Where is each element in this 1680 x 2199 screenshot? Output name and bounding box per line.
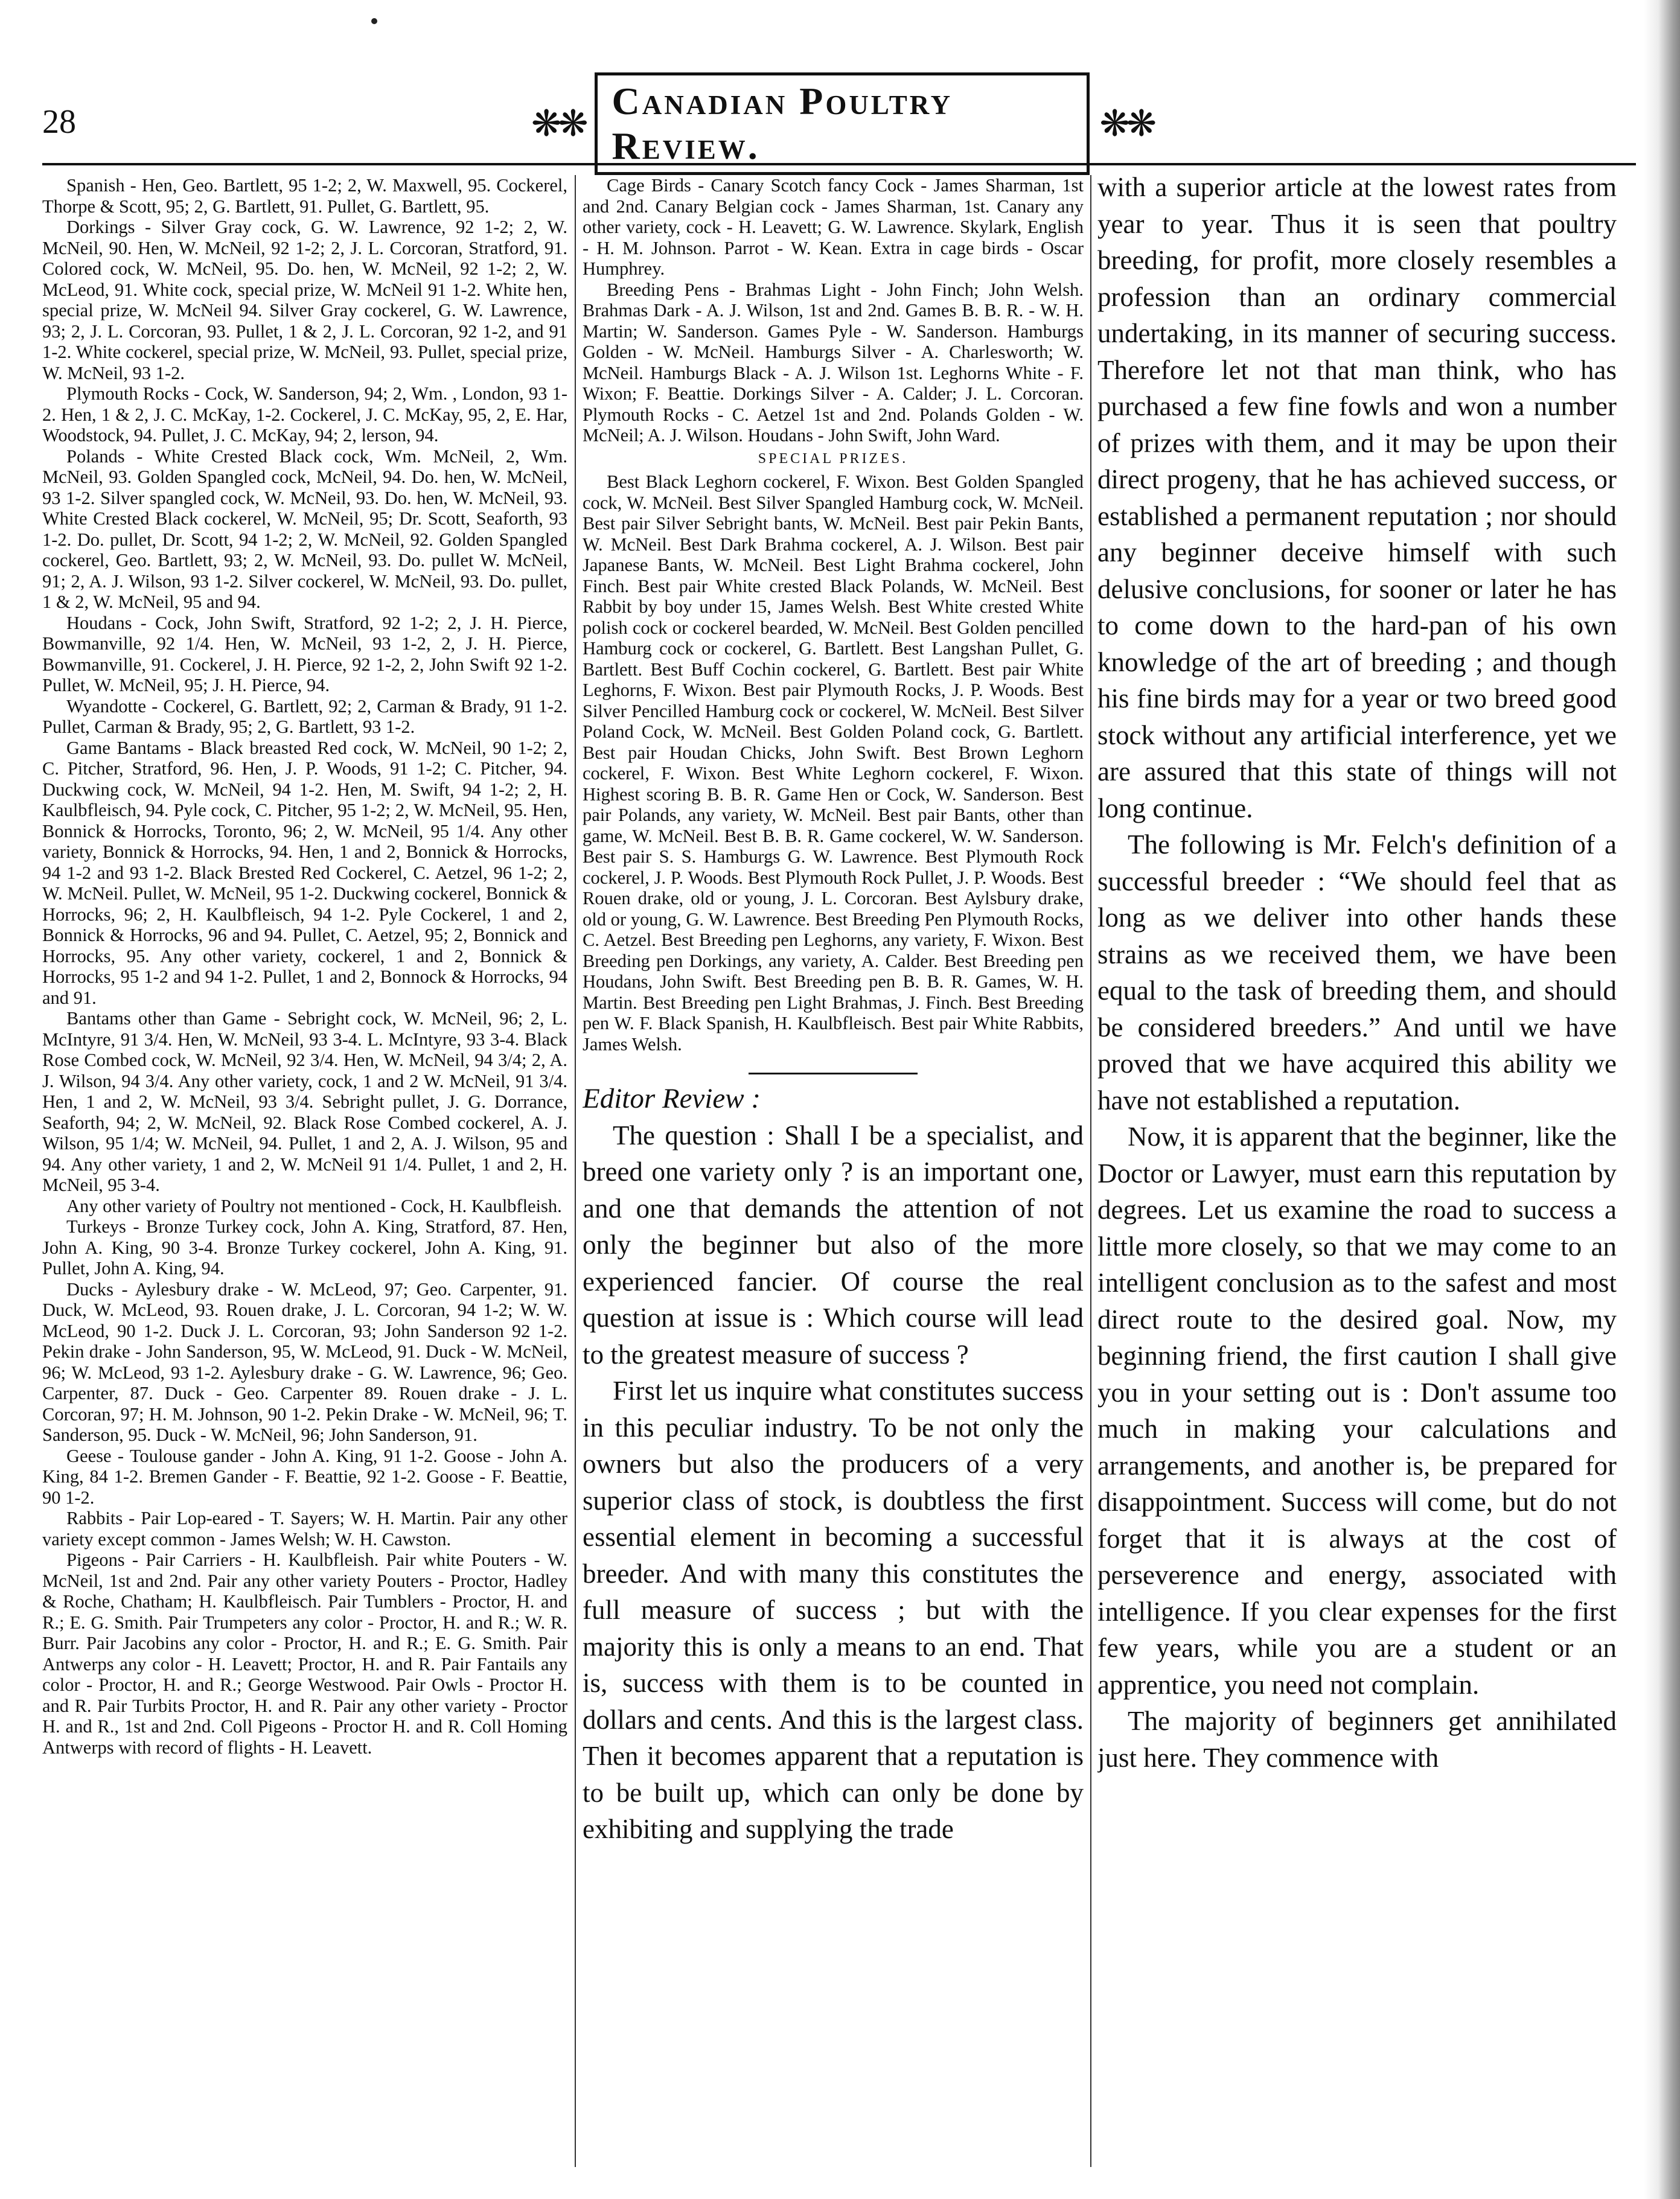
cage-birds-section	[583, 175, 1084, 1055]
header-rule	[42, 163, 1636, 165]
masthead	[531, 80, 1153, 167]
page-number: 28	[42, 103, 76, 141]
editorial-paragraph: First let us inquire what constitutes success in this peculiar industry. To be not only the owners but also the producers of a very superior class of stock, is doubtless the first essential element in becoming a successful breeder. And with many this constitutes the full measure of success ; but with the majority this is only a means to an end. That is, success with them is to be counted in dollars and cents. And this is the largest class. Then it becomes apparent that a reputation is to be built up, which can only be done by exhibiting and supplying the trade	[583, 1376, 1084, 1844]
editorial-paragraph: Now, it is apparent that the beginner, like the Doctor or Lawyer, must earn this reputation by degrees. Let us examine the road to success a little more closely, so that we may come to an intelligent conclusion as to the safest and most direct route to the desired goal. Now, my beginning friend, the first caution I shall give you in your setting out is : Don't assume too much in making your calculations and arrangements, and another is, be prepared for disappointment. Success will come, but do not forget that it is always at the cost of perseverence and energy, associated with intelligence. If you clear expenses for the first few years, while you are a student or an apprentice, you need not complain.	[1097, 1122, 1617, 1700]
prize-paragraph: Ducks - Aylesbury drake - W. McLeod, 97; Geo. Carpenter, 91. Duck, W. McLeod, 93. Rouen drake, J. L. Corcoran, 94 1-2; W. W. McLeod, 90 1-2. Duck J. L. Corcoran, 93; John Sanderson 92 1-2. Pekin drake - John Sanderson, 95, W. McLeod, 91. Duck - W. McNeil, 96; W. McLeod, 93 1-2. Aylesbury drake - G. W. Lawrence, 96; Geo. Carpenter, 87. Duck - Geo. Carpenter 89. Rouen drake - J. L. Corcoran, 97; H. M. Johnson, 90 1-2. Pekin Drake - W. McNeil, 96; T. Sanderson, 95. Duck - W. McNeil, 96; John Sanderson, 91.	[42, 1278, 567, 1445]
editorial-section	[583, 1073, 1084, 1848]
column-prize-list	[42, 175, 567, 2161]
special-prizes-heading: SPECIAL PRIZES.	[758, 450, 909, 467]
section-rule	[749, 1073, 918, 1074]
prize-paragraph: Pigeons - Pair Carriers - H. Kaulbfleish. Pair white Pouters - W. McNeil, 1st and 2nd. Pair any other variety Pouters - Proctor, Hadley & Roche, Chatham; H. Kaulbfleisch. Pair Tumblers - Proctor, H. and R.; E. G. Smith. Pair Trumpeters any color - Proctor, H. and R.; W. R. Burr. Pair Jacobins any color - Proctor, H. and R.; E. G. Smith. Pair Antwerps any color - H. Leavett; Proctor, H. and R. Pair Fantails any color - Proctor, H. and R.; George Westwood. Pair Owls - Proctor H. and R. Pair Turbits Proctor, H. and R. Pair any other variety - Proctor H. and R., 1st and 2nd. Coll Pigeons - Proctor H. and R. Coll Homing Antwerps with record of flights - H. Leavett.	[42, 1550, 567, 1758]
prize-paragraph: Plymouth Rocks - Cock, W. Sanderson, 94; 2, Wm. , London, 93 1-2. Hen, 1 & 2, J. C. McKay, 1-2. Cockerel, J. C. McKay, 95, 2, E. Har, Woodstock, 94. Pullet, J. C. McKay, 94; 2, lerson, 94.	[42, 383, 567, 445]
column-divider	[575, 175, 576, 2167]
column-divider	[1090, 175, 1091, 2167]
prize-paragraph: Dorkings - Silver Gray cock, G. W. Lawrence, 92 1-2; 2, W. McNeil, 90. Hen, W. McNeil, 92 1-2; 2, J. L. Corcoran, Stratford, 91. Colored cock, W. McNeil, 95. Do. hen, W. McNeil, 92 1-2; 2, W. McLeod, 91. White cock, special prize, W. McNeil 91 1-2. White hen, special prize, W. McNeil 94. Silver Gray cockerel, G. W. Lawrence, 93; 2, J. L. Corcoran, 93. Pullet, 1 & 2, J. L. Corcoran, 92 1-2, and 91 1-2. White cockerel, special prize, W. McNeil, 93. Pullet, special prize, W. McNeil, 93 1-2.	[42, 217, 567, 383]
prize-paragraph: Rabbits - Pair Lop-eared - T. Sayers; W. H. Martin. Pair any other variety except common - James Welsh; W. H. Cawston.	[42, 1508, 567, 1550]
left-ornament-icon: ❋❋	[531, 104, 585, 144]
prize-paragraph: Geese - Toulouse gander - John A. King, 91 1-2. Goose - John A. King, 84 1-2. Bremen Gander - F. Beattie, 92 1-2. Goose - F. Beattie, 90 1-2.	[42, 1445, 567, 1508]
prize-paragraph: Spanish - Hen, Geo. Bartlett, 95 1-2; 2, W. Maxwell, 95. Cockerel, Thorpe & Scott, 95; 2, G. Bartlett, 91. Pullet, G. Bartlett, 95.	[42, 175, 567, 217]
editorial-paragraph: with a superior article at the lowest rates from year to year. Thus it is seen that poultry breeding, for profit, more closely resembles a profession than an ordinary commercial undertaking, in its manner of securing success. Therefore let not that man think, who has purchased a few fine fowls and won a number of prizes with them, and it may be upon their direct progeny, that he has achieved success, or established a permanent reputation ; nor should any beginner deceive himself with such delusive conclusions, for sooner or later he has to come down to the hard-pan of his own knowledge of the art of breeding ; and though his fine birds may for a year or two breed good stock without any artificial interference, yet we are assured that this state of things will not long continue.	[1097, 172, 1617, 823]
prize-paragraph: Any other variety of Poultry not mentioned - Cock, H. Kaulbfleish.	[66, 1195, 562, 1216]
special-prizes-paragraph: Best Black Leghorn cockerel, F. Wixon. Best Golden Spangled cock, W. McNeil. Best Silver Spangled Hamburg cock, W. McNeil. Best pair Silver Sebright bants, W. McNeil. Best pair Pekin Bants, W. McNeil. Best Dark Brahma cockerel, A. J. Wilson. Best pair Japanese Bants, W. McNeil. Best Light Brahma cockerel, John Finch. Best pair White crested Black Polands, W. McNeil. Best Rabbit by boy under 15, James Welsh. Best White crested White polish cock or cockerel bearded, W. McNeil. Best Golden pencilled Hamburg cock or cockerel, G. Bartlett. Best Langshan Pullet, G. Bartlett. Best Buff Cochin cockerel, G. Bartlett. Best pair White Leghorns, F. Wixon. Best pair Plymouth Rocks, J. P. Woods. Best Silver Pencilled Hamburg cock or cockerel, W. McNeil. Best Silver Poland Cock, W. McNeil. Best Golden Poland cock, G. Bartlett. Best pair Houdan Chicks, John Swift. Best Brown Leghorn cockerel, F. Wixon. Best White Leghorn cockerel, F. Wixon. Highest scoring B. B. R. Game Hen or Cock, W. Sanderson. Best pair Polands, any variety, W. McNeil. Best pair Bants, other than game, W. McNeil. Best B. B. R. Game cockerel, W. W. Sanderson. Best pair S. S. Hamburgs G. W. Lawrence. Best Plymouth Rock cockerel, J. P. Woods. Best Plymouth Rock Pullet, J. P. Woods. Best Rouen drake, old or young, J. L. Corcoran. Best Aylsbury drake, old or young, G. W. Lawrence. Best Breeding Pen Plymouth Rocks, C. Aetzel. Best Breeding pen Leghorns, any variety, F. Wixon. Best Breeding pen Dorkings, any variety, A. Calder. Best Breeding pen Houdans, John Swift. Best Breeding pen B. B. R. Games, W. H. Martin. Best Breeding pen Light Brahmas, J. Finch. Best Breeding pen W. F. Black Spanish, H. Kaulbfleisch. Best pair White Rabbits, James Welsh.	[583, 471, 1084, 1055]
prize-paragraph: Wyandotte - Cockerel, G. Bartlett, 92; 2, Carman & Brady, 91 1-2. Pullet, Carman & Brady, 95; 2, G. Bartlett, 93 1-2.	[42, 695, 567, 737]
column-editorial-continued	[1097, 169, 1617, 2161]
right-ornament-icon: ❋❋	[1099, 104, 1153, 144]
prize-paragraph: Houdans - Cock, John Swift, Stratford, 92 1-2; 2, J. H. Pierce, Bowmanville, 92 1/4. Hen, W. McNeil, 93 1-2, 2, J. H. Pierce, Bowmanville, 91. Cockerel, J. H. Pierce, 92 1-2, 2, John Swift 92 1-2. Pullet, W. McNeil, 95; J. H. Pierce, 94.	[42, 612, 567, 695]
ink-speck	[371, 18, 377, 24]
editorial-heading: Editor Review :	[583, 1083, 761, 1114]
masthead-title: Canadian Poultry Review.	[595, 72, 1090, 175]
binding-shadow	[1644, 0, 1680, 2199]
prize-paragraph: Cage Birds - Canary Scotch fancy Cock - James Sharman, 1st and 2nd. Canary Belgian cock - James Sharman, 1st. Canary any other variety, cock - H. Leavett; G. W. Lawrence. Skylark, English - H. M. Johnson. Parrot - W. Kean. Extra in cage birds - Oscar Humphrey.	[583, 175, 1084, 279]
prize-paragraph: Polands - White Crested Black cock, Wm. McNeil, 2, Wm. McNeil, 93. Golden Spangled cock, McNeil, 94. Do. hen, W. McNeil, 93 1-2. Silver spangled cock, W. McNeil, 93. Do. hen, W. McNeil, 93. White Crested Black cockerel, W. McNeil, 95; Dr. Scott, Seaforth, 93 1-2. Do. pullet, Dr. Scott, 94 1-2; 2, W. McNeil, 92. Golden Spangled cockerel, Geo. Bartlett, 93; 2, W. McNeil, 93. Do. pullet W. McNeil, 91; 2, A. J. Wilson, 93 1-2. Silver cockerel, W. McNeil, 93. Do. pullet, 1 & 2, W. McNeil, 95 and 94.	[42, 445, 567, 612]
editorial-paragraph: The question : Shall I be a specialist, and breed one variety only ? is an important one, and one that demands the attention of not only the beginner but also of the more experienced fancier. Of course the real question at issue is : Which course will lead to the greatest measure of success ?	[583, 1120, 1084, 1370]
editorial-paragraph: The following is Mr. Felch's definition of a successful breeder : “We should feel that as long as we deliver into other hands these strains as we received them, we have been equal to the task of breeding them, and should be considered breeders.” And until we have proved that we have acquired this ability we have not established a reputation.	[1097, 829, 1617, 1115]
prize-paragraph: Bantams other than Game - Sebright cock, W. McNeil, 96; 2, L. McIntyre, 91 3/4. Hen, W. McNeil, 93 3-4. L. McIntyre, 93 3-4. Black Rose Combed cock, W. McNeil, 92 3/4. Hen, W. McNeil, 94 3/4; 2, A. J. Wilson, 94 3/4. Any other variety, cock, 1 and 2 W. McNeil, 91 3/4. Hen, 1 and 2, W. McNeil, 93 3/4. Sebright pullet, J. G. Dorrance, Seaforth, 94; 2, W. McNeil, 92. Black Rose Combed cockerel, A. J. Wilson, 95 1/4; W. McNeil, 94. Pullet, 1 and 2, A. J. Wilson, 95 and 94. Any other variety, 1 and 2, W. McNeil 91 1/4. Pullet, 1 and 2, H. McNeil, 95 3-4.	[42, 1008, 567, 1195]
prize-paragraph: Turkeys - Bronze Turkey cock, John A. King, Stratford, 87. Hen, John A. King, 90 3-4. Bronze Turkey cockerel, John A. King, 91. Pullet, John A. King, 94.	[42, 1216, 567, 1278]
editorial-paragraph: The majority of beginners get annihilated just here. They commence with	[1097, 1706, 1617, 1773]
prize-paragraph: Game Bantams - Black breasted Red cock, W. McNeil, 90 1-2; 2, C. Pitcher, Stratford, 96. Hen, J. P. Woods, 91 1-2; C. Pitcher, 94. Duckwing cock, W. McNeil, 94 1-2. Hen, M. Swift, 94 1-2; 2, H. Kaulbfleisch, 94. Pyle cock, C. Pitcher, 95 1-2; 2, W. McNeil, 95. Hen, Bonnick & Horrocks, Toronto, 96; 2, W. McNeil, 95 1/4. Any other variety, Bonnick & Horrocks, 94. Hen, 1 and 2, Bonnick & Horrocks, 94 1-2 and 93 1-2. Black Brested Red Cockerel, C. Aetzel, 96 1-2; 2, W. McNeil. Pullet, W. McNeil, 95 1-2. Duckwing cockerel, Bonnick & Horrocks, 96; 2, H. Kaulbfleisch, 94 1-2. Pyle Cockerel, 1 and 2, Bonnick & Horrocks, 96 and 94. Pullet, C. Aetzel, 95; 2, Bonnick and Horrocks, 95. Any other variety, cockerel, 1 and 2, Bonnick & Horrocks, 95 1-2 and 94 1-2. Pullet, 1 and 2, Bonnock & Horrocks, 94 and 91.	[42, 737, 567, 1008]
column-middle	[583, 175, 1084, 2161]
prize-paragraph: Breeding Pens - Brahmas Light - John Finch; John Welsh. Brahmas Dark - A. J. Wilson, 1st and 2nd. Games B. B. R. - W. H. Martin; W. Sanderson. Games Pyle - W. Sanderson. Hamburgs Golden - W. McNeil. Hamburgs Silver - A. Charlesworth; W. McNeil. Hamburgs Black - A. J. Wilson 1st. Leghorns White - F. Wixon; F. Beattie. Dorkings Silver - A. Calder; J. L. Corcoran. Plymouth Rocks - C. Aetzel 1st and 2nd. Polands Golden - W. McNeil; A. J. Wilson. Houdans - John Swift, John Ward.	[583, 279, 1084, 445]
